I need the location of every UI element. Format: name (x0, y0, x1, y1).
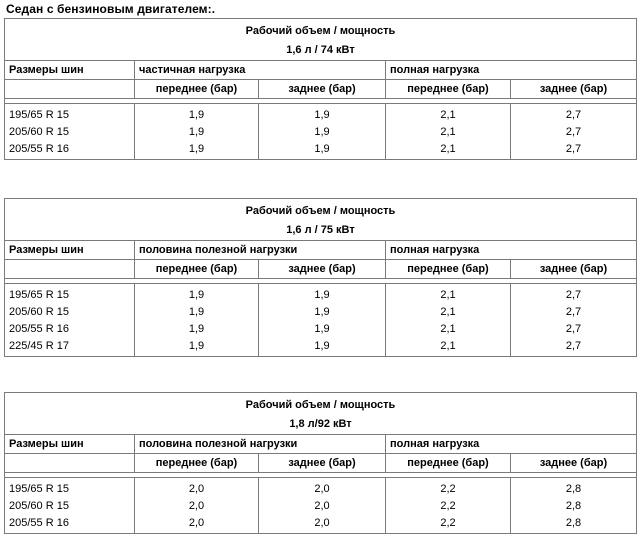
column-header-tire-size: Размеры шин (5, 435, 135, 454)
table-row (5, 140, 637, 160)
table-row (5, 104, 637, 124)
empty-header-cell (5, 454, 135, 473)
table-title: Рабочий объем / мощность (5, 19, 637, 40)
rear-axle-header: заднее (бар) (259, 454, 386, 473)
pressure-value-cell: 2,7 (511, 337, 637, 357)
rear-axle-header: заднее (бар) (511, 260, 637, 279)
pressure-value-cell: 2,0 (259, 514, 386, 534)
table-row (5, 320, 637, 337)
tire-size-cell: 205/60 R 15 (5, 497, 135, 514)
engine-spec: 1,6 л / 74 кВт (5, 39, 637, 61)
rear-axle-header: заднее (бар) (259, 260, 386, 279)
table-title: Рабочий объем / мощность (5, 199, 637, 220)
pressure-value-cell: 2,7 (511, 140, 637, 160)
pressure-value-cell: 1,9 (135, 284, 259, 304)
rear-axle-header: заднее (бар) (511, 80, 637, 99)
pressure-value-cell: 2,0 (135, 497, 259, 514)
pressure-value-cell: 2,7 (511, 320, 637, 337)
full-load-group-header: полная нагрузка (386, 61, 637, 80)
pressure-value-cell: 2,2 (386, 497, 511, 514)
pressure-value-cell: 2,7 (511, 123, 637, 140)
pressure-value-cell: 1,9 (259, 303, 386, 320)
tire-size-cell: 205/55 R 16 (5, 140, 135, 160)
table-title: Рабочий объем / мощность (5, 393, 637, 414)
pressure-value-cell: 2,7 (511, 104, 637, 124)
pressure-value-cell: 1,9 (259, 123, 386, 140)
pressure-value-cell: 2,7 (511, 284, 637, 304)
pressure-value-cell: 2,0 (135, 514, 259, 534)
tire-pressure-table-3 (4, 392, 637, 534)
empty-header-cell (5, 260, 135, 279)
pressure-value-cell: 1,9 (259, 320, 386, 337)
load-group-header: частичная нагрузка (135, 61, 386, 80)
pressure-value-cell: 1,9 (259, 104, 386, 124)
table-row (5, 497, 637, 514)
pressure-value-cell: 2,0 (135, 478, 259, 498)
pressure-value-cell: 2,7 (511, 303, 637, 320)
pressure-value-cell: 2,2 (386, 478, 511, 498)
tire-size-cell: 195/65 R 15 (5, 104, 135, 124)
tire-pressure-table-2 (4, 198, 637, 357)
pressure-value-cell: 2,1 (386, 284, 511, 304)
pressure-value-cell: 2,8 (511, 514, 637, 534)
pressure-value-cell: 2,1 (386, 140, 511, 160)
pressure-value-cell: 1,9 (135, 337, 259, 357)
full-load-group-header: полная нагрузка (386, 435, 637, 454)
front-axle-header: переднее (бар) (386, 260, 511, 279)
table-row (5, 478, 637, 498)
pressure-value-cell: 2,1 (386, 303, 511, 320)
front-axle-header: переднее (бар) (135, 80, 259, 99)
tire-size-cell: 205/55 R 16 (5, 514, 135, 534)
engine-spec: 1,6 л / 75 кВт (5, 219, 637, 241)
column-header-tire-size: Размеры шин (5, 241, 135, 260)
pressure-value-cell: 1,9 (135, 303, 259, 320)
pressure-value-cell: 1,9 (135, 123, 259, 140)
pressure-value-cell: 1,9 (259, 337, 386, 357)
front-axle-header: переднее (бар) (135, 454, 259, 473)
pressure-value-cell: 2,1 (386, 123, 511, 140)
tire-size-cell: 195/65 R 15 (5, 478, 135, 498)
tire-size-cell: 195/65 R 15 (5, 284, 135, 304)
pressure-value-cell: 2,8 (511, 478, 637, 498)
pressure-value-cell: 1,9 (259, 284, 386, 304)
tire-size-cell: 225/45 R 17 (5, 337, 135, 357)
pressure-value-cell: 1,9 (135, 140, 259, 160)
pressure-value-cell: 2,1 (386, 320, 511, 337)
front-axle-header: переднее (бар) (386, 454, 511, 473)
rear-axle-header: заднее (бар) (511, 454, 637, 473)
tire-size-cell: 205/60 R 15 (5, 123, 135, 140)
full-load-group-header: полная нагрузка (386, 241, 637, 260)
pressure-value-cell: 1,9 (135, 104, 259, 124)
load-group-header: половина полезной нагрузки (135, 435, 386, 454)
page-heading: Седан с бензиновым двигателем:. (6, 2, 216, 16)
table-row (5, 337, 637, 357)
table-row (5, 123, 637, 140)
table-row (5, 514, 637, 534)
tire-pressure-table-1 (4, 18, 637, 160)
front-axle-header: переднее (бар) (135, 260, 259, 279)
pressure-value-cell: 2,1 (386, 337, 511, 357)
pressure-value-cell: 2,8 (511, 497, 637, 514)
empty-header-cell (5, 80, 135, 99)
pressure-value-cell: 2,0 (259, 497, 386, 514)
table-row (5, 303, 637, 320)
load-group-header: половина полезной нагрузки (135, 241, 386, 260)
rear-axle-header: заднее (бар) (259, 80, 386, 99)
pressure-value-cell: 2,0 (259, 478, 386, 498)
pressure-value-cell: 2,1 (386, 104, 511, 124)
pressure-value-cell: 2,2 (386, 514, 511, 534)
table-row (5, 284, 637, 304)
front-axle-header: переднее (бар) (386, 80, 511, 99)
pressure-value-cell: 1,9 (259, 140, 386, 160)
tire-size-cell: 205/55 R 16 (5, 320, 135, 337)
engine-spec: 1,8 л/92 кВт (5, 413, 637, 435)
column-header-tire-size: Размеры шин (5, 61, 135, 80)
tire-size-cell: 205/60 R 15 (5, 303, 135, 320)
pressure-value-cell: 1,9 (135, 320, 259, 337)
